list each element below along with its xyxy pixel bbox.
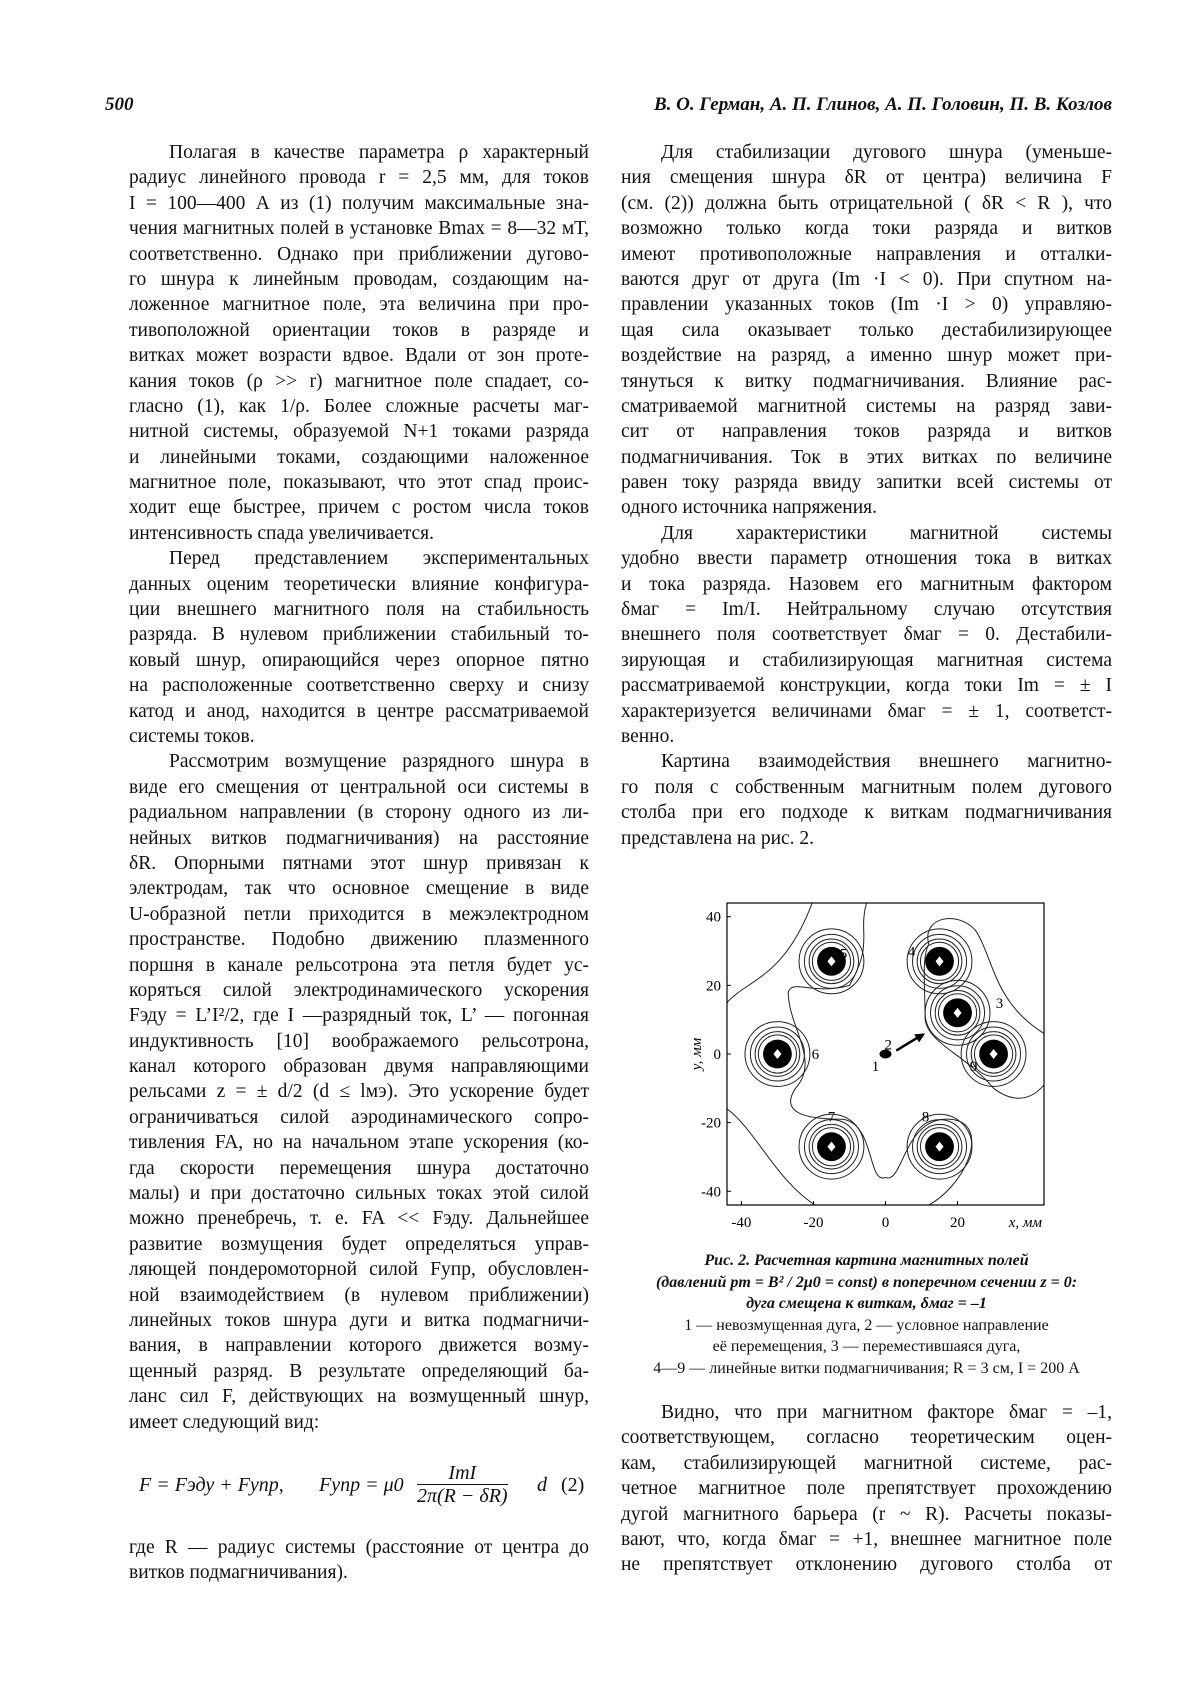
point-label-5: 5 [839,946,848,963]
text-line: сит от направления токов разряда и витков [621,421,1112,443]
text-line: ной взаимодействием (в нулевом приближении) [129,1284,589,1306]
text-line: на расположенные соответственно сверху и снизу [129,675,589,697]
text-line: дугой магнитного барьера (r ~ R). Расчеты показы- [621,1503,1112,1525]
y-tick-label: 0 [713,1047,721,1063]
text-line: и линейными токами, создающими наложенное [129,446,589,468]
text-line: воздействие на разряд, а именно шнур может при- [621,345,1112,367]
text-line: катод и анод, находится в центре рассматриваемой [129,700,589,722]
text-line: δмаг = Im/I. Нейтральному случаю отсутствия [621,599,1112,621]
figure-caption [621,1250,1112,1379]
text-line: радиальном направлении (в сторону одного из ли- [129,802,589,824]
text-line: ния смещения шнура δR от центра) величина F [621,167,1112,189]
text-line: данных оценим теоретически влияние конфигура- [129,573,589,595]
text-line: магнитное поле, показывают, что этот спад проис- [129,472,589,494]
text-line: соответственно. Однако при приближении дугово- [129,243,589,265]
text-line: линейных токов шнура дуги и витка подмагничи- [129,1309,589,1331]
text-line: виде его смещения от центральной оси системы в [129,776,589,798]
text-line: I = 100—400 А из (1) получим максимальные зна- [129,192,589,214]
text-line: гда скорости перемещения шнура достаточно [129,1157,589,1179]
arrow-label: 2 [884,1037,893,1054]
text-line: сматриваемой магнитной системы на разряд зави- [621,395,1112,417]
text-line: характеризуется величинами δмаг = ± 1, соответст- [621,700,1112,722]
point-label-8: 8 [921,1109,930,1126]
text-line: ции внешнего магнитного поля на стабильность [129,599,589,621]
text-line: витках может возрасти вдвое. Вдали от зон проте- [129,345,589,367]
text-line: электродам, так что основное смещение в виде [129,878,589,900]
equation-lhs: F = Fэду + Fупр, [139,1474,284,1496]
text-line: нитной системы, образуемой N+1 токами разряда [129,421,589,443]
text-line: коряться силой электродинамического ускорения [129,979,589,1001]
text-line: нейных витков подмагничивания) на расстояние [129,827,589,849]
point-label-4: 4 [907,944,916,961]
caption-title: Рис. 2. Расчетная картина магнитных полей [704,1252,1029,1269]
text-line: ляющей пондеромоторной силой Fупр, обусловлен- [129,1259,589,1281]
equation-suffix: d [537,1474,547,1496]
text-line: рассматриваемой конструкции, когда токи Im = ± I [621,675,1112,697]
text-line: Полагая в качестве параметра ρ характерный [169,142,589,163]
text-line: системы токов. [129,725,255,747]
text-line: развитие возмущения будет определяться управ- [129,1233,589,1255]
text-line: пространстве. Подобно движению плазменного [129,929,589,951]
text-line: индуктивность [10] воображаемого рельсотрона, [129,1030,589,1052]
page-number: 500 [105,94,134,115]
text-line: одного источника напряжения. [621,497,877,519]
text-line: щенный разряд. В результате определяющий ба- [129,1360,589,1382]
equation-numerator: ImI [417,1462,508,1485]
text-line: и тока разряда. Назовем его магнитным фактором [621,573,1112,595]
point-label-3: 3 [995,995,1004,1012]
text-line: венно. [621,725,675,747]
text-line: Рассмотрим возмущение разрядного шнура в [169,751,589,773]
equation-2 [129,1462,589,1510]
y-tick-label: 40 [706,909,721,926]
text-line: рельсами z = ± d/2 (d ≤ lмэ). Это ускорение будет [129,1081,589,1103]
text-line: зирующая и стабилизирующая магнитная система [621,649,1112,671]
caption-legend-2: её перемещения, 3 — переместившаяся дуга, [712,1338,1021,1355]
text-line: малы) и при достаточно сильных токах этой силой [129,1183,589,1205]
text-line: витков подмагничивания). [129,1562,348,1584]
text-line: представлена на рис. 2. [621,827,815,849]
text-line: гласно (1), как 1/ρ. Более сложные расчеты маг- [129,395,589,417]
text-line: где R — радиус системы (расстояние от центра до [129,1537,589,1558]
text-line: Перед представлением экспериментальных [169,548,589,570]
y-tick-label: -20 [701,1115,721,1132]
text-line: не препятствует отклонению дугового столба от [621,1554,1112,1576]
text-line: вают, что, когда δмаг = +1, внешнее магнитное поле [621,1528,1112,1550]
equation-denominator: 2π(R − δR) [417,1485,508,1507]
y-tick-label: -40 [701,1184,721,1201]
caption-legend-1: 1 — невозмущенная дуга, 2 — условное направление [684,1316,1049,1334]
text-line: имеют противоположные направления и отталки- [621,243,1112,265]
text-line: ходит еще быстрее, причем с ростом числа токов [129,497,589,519]
text-line: ограничиваться силой аэродинамического сопро- [129,1106,589,1128]
running-head-authors: В. О. Герман, А. П. Глинов, А. П. Головин, П. В. Козлов [654,94,1112,115]
text-line: канал которого образован двумя направляющими [129,1056,589,1078]
caption-legend-3: 4—9 — линейные витки подмагничивания; R = 3 см, I = 200 А [653,1359,1080,1377]
caption-subtitle-2: дуга смещена к виткам, δмаг = –1 [746,1295,987,1312]
text-line: Видно, что при магнитном факторе δмаг = –1, [661,1402,1112,1423]
text-line: кания токов (ρ >> r) магнитное поле спадает, со- [129,370,589,392]
x-tick-label: 20 [950,1215,966,1231]
text-line: соответствующем, согласно теоретическим оцен- [621,1427,1112,1449]
equation-rhs-label: Fупр = μ0 [319,1474,404,1496]
text-line: внешнего поля соответствует δмаг = 0. Дестабили- [621,624,1112,646]
text-line: равен току разряда ввиду запитки всей системы от [621,472,1112,494]
text-line: ваются друг от друга (Im ·I < 0). При спутном на- [621,268,1112,290]
point-label-9: 9 [969,1059,978,1075]
text-line: го поля с собственным магнитным полем дугового [621,776,1112,798]
text-line: подмагничивания. Ток в этих витках по величине [621,446,1112,468]
text-line: чения магнитных полей в установке Bmax = 8—32 мТ, [129,218,589,240]
point-label-7: 7 [827,1109,836,1126]
text-line: тивления FA, но на начальном этапе ускорения (ко- [129,1132,589,1154]
point-label-6: 6 [811,1047,820,1063]
text-after-equation [129,1535,589,1586]
text-after-figure [621,1400,1112,1578]
text-line: Для стабилизации дугового шнура (уменьше- [661,142,1112,163]
figure-2-contour-plot [689,895,1100,1240]
equation-fraction [417,1462,508,1507]
x-axis-label: x, мм [1008,1215,1042,1231]
caption-subtitle-1: (давлений pm = B² / 2μ0 = const) в поперечном сечении z = 0: [655,1273,1078,1291]
text-line: вания, в направлении которого движется возму- [129,1335,589,1357]
text-line: можно пренебречь, т. е. FA << Fэду. Дальнейшее [129,1208,589,1230]
x-tick-label: -40 [731,1215,752,1231]
text-line: ланс сил F, действующих на возмущенный шнур, [129,1386,589,1408]
text-line: правлении указанных токов (Im ·I > 0) управляю- [621,294,1112,316]
text-line: имеет следующий вид: [129,1411,320,1433]
x-tick-label: -20 [803,1215,824,1231]
text-line: тивоположной ориентации токов в разряде и [129,319,589,341]
y-axis-label: y, мм [689,1037,705,1071]
text-line: щая сила оказывает только дестабилизирующее [621,319,1112,341]
text-line: поршня в канале рельсотрона эта петля будет ус- [129,954,589,976]
text-line: U-образной петли приходится в межэлектродном [129,903,589,925]
text-line: столба при его подходе к виткам подмагничивания [621,802,1112,824]
text-line: (см. (2)) должна быть отрицательной ( δR < R ), что [621,192,1112,214]
text-line: Для характеристики магнитной системы [661,522,1112,544]
text-line: четное магнитное поле препятствует прохождению [621,1478,1112,1500]
text-line: кам, стабилизирующей магнитной системе, рас- [621,1452,1112,1474]
text-line: δR. Опорными пятнами этот шнур привязан к [129,852,589,874]
text-line: Fэду = L’I²/2, где I —разрядный ток, L’ — погонная [129,1005,589,1027]
text-line: возможно только когда токи разряда и витков [621,218,1112,240]
text-line: интенсивность спада увеличивается. [129,522,435,544]
y-tick-label: 20 [706,978,721,995]
point-label-1: 1 [871,1059,880,1075]
text-line: ложенное магнитное поле, эта величина при про- [129,294,589,316]
right-column [621,140,1112,851]
left-column [129,140,589,1435]
text-line: удобно ввести параметр отношения тока в витках [621,548,1112,570]
text-line: разряда. В нулевом приближении стабильный то- [129,624,589,646]
text-line: тянуться к витку подмагничивания. Влияние рас- [621,370,1112,392]
text-line: радиус линейного провода r = 2,5 мм, для токов [129,167,589,189]
x-tick-label: 0 [881,1215,890,1231]
text-line: ковый шнур, опирающийся через опорное пятно [129,649,589,671]
equation-number: (2) [561,1474,585,1496]
text-line: го шнура к линейным проводам, создающим на- [129,268,589,290]
text-line: Картина взаимодействия внешнего магнитно- [661,751,1112,773]
